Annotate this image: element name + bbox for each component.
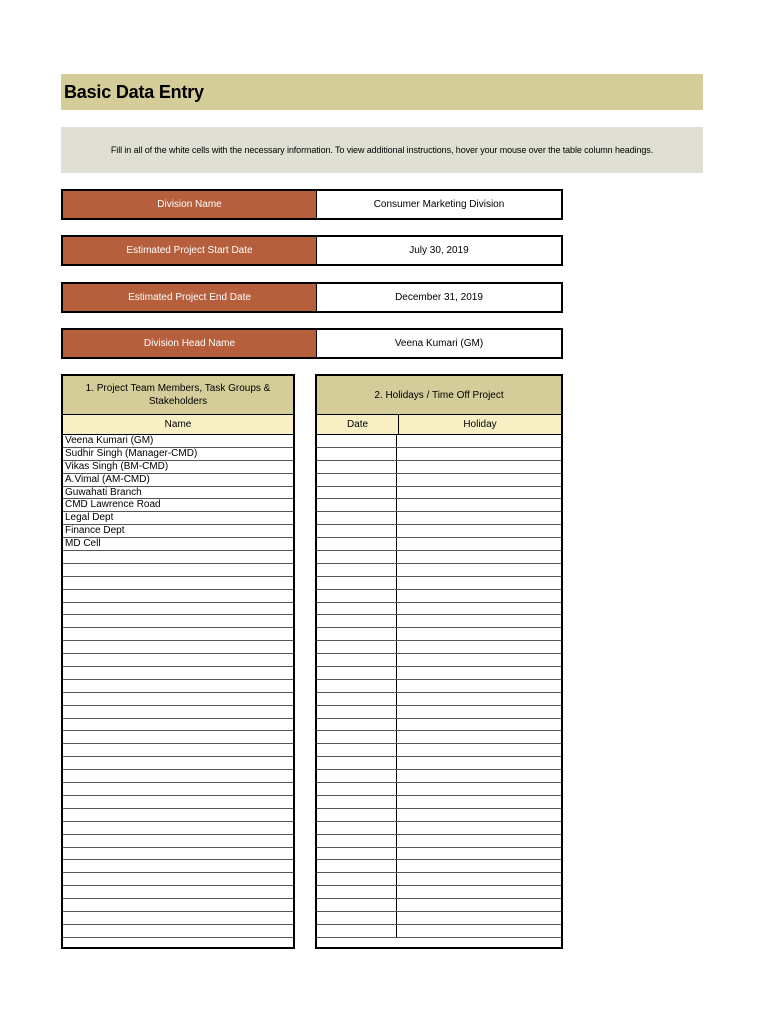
- holiday-cell[interactable]: [397, 538, 561, 550]
- table-row[interactable]: [63, 796, 293, 809]
- table-row: [317, 796, 561, 809]
- holiday-column-header[interactable]: Holiday: [463, 419, 497, 430]
- holiday-cell[interactable]: [397, 822, 561, 834]
- instructions-bar: [61, 127, 703, 173]
- table-row: [317, 809, 561, 822]
- table-row: [317, 757, 561, 770]
- date-cell[interactable]: [317, 873, 397, 885]
- table-row[interactable]: [63, 783, 293, 796]
- table-row: [317, 577, 561, 590]
- date-cell[interactable]: [317, 512, 397, 524]
- table-row[interactable]: [63, 835, 293, 848]
- table-row[interactable]: [63, 615, 293, 628]
- team-table-subheader: [63, 415, 293, 435]
- table-row: [317, 860, 561, 873]
- holiday-cell[interactable]: [397, 615, 561, 627]
- date-cell[interactable]: [317, 719, 397, 731]
- table-row: [317, 886, 561, 899]
- table-row: [317, 628, 561, 641]
- table-row[interactable]: [63, 744, 293, 757]
- table-row[interactable]: [63, 731, 293, 744]
- team-table-heading[interactable]: 1. Project Team Members, Task Groups & Stakeholders: [63, 376, 293, 415]
- holiday-rows: [317, 435, 561, 938]
- table-row: [317, 551, 561, 564]
- date-cell[interactable]: [317, 525, 397, 537]
- end-date-field[interactable]: December 31, 2019: [317, 284, 561, 311]
- table-row[interactable]: Legal Dept: [63, 512, 293, 525]
- holiday-cell[interactable]: [397, 628, 561, 640]
- table-row: [317, 706, 561, 719]
- division-head-label: Division Head Name: [63, 330, 317, 357]
- date-cell[interactable]: [317, 474, 397, 486]
- date-cell[interactable]: [317, 564, 397, 576]
- table-row: [317, 590, 561, 603]
- holiday-cell[interactable]: [397, 835, 561, 847]
- holiday-cell[interactable]: [397, 667, 561, 679]
- date-cell[interactable]: [317, 628, 397, 640]
- table-row: [317, 603, 561, 616]
- table-row[interactable]: [63, 628, 293, 641]
- date-cell[interactable]: [317, 641, 397, 653]
- table-row: [317, 641, 561, 654]
- instructions-text: Fill in all of the white cells with the necessary information. To view additional instructions, hover your mouse over the table column headings.: [110, 145, 654, 155]
- date-cell[interactable]: [317, 461, 397, 473]
- date-cell[interactable]: [317, 551, 397, 563]
- holiday-cell[interactable]: [397, 680, 561, 692]
- table-row[interactable]: Guwahati Branch: [63, 487, 293, 500]
- table-row[interactable]: [63, 641, 293, 654]
- holiday-cell[interactable]: [397, 512, 561, 524]
- table-row: [317, 615, 561, 628]
- date-cell[interactable]: [317, 822, 397, 834]
- table-row: [317, 873, 561, 886]
- table-row: [317, 525, 561, 538]
- table-row: [317, 912, 561, 925]
- table-row[interactable]: [63, 706, 293, 719]
- holiday-cell[interactable]: [397, 564, 561, 576]
- table-row: [317, 744, 561, 757]
- table-row: [317, 719, 561, 732]
- table-row: [317, 461, 561, 474]
- table-row[interactable]: [63, 822, 293, 835]
- holiday-cell[interactable]: [397, 796, 561, 808]
- holiday-cell[interactable]: [397, 744, 561, 756]
- table-row[interactable]: [63, 719, 293, 732]
- table-row[interactable]: [63, 564, 293, 577]
- table-row: [317, 783, 561, 796]
- table-row[interactable]: Sudhir Singh (Manager-CMD): [63, 448, 293, 461]
- date-cell[interactable]: [317, 499, 397, 511]
- date-cell[interactable]: [317, 886, 397, 898]
- team-table: [61, 374, 295, 949]
- holiday-cell[interactable]: [397, 435, 561, 447]
- table-row[interactable]: Veena Kumari (GM): [63, 435, 293, 448]
- date-cell[interactable]: [317, 615, 397, 627]
- holiday-cell[interactable]: [397, 925, 561, 937]
- table-row: [317, 499, 561, 512]
- date-cell[interactable]: [317, 706, 397, 718]
- table-row: [317, 693, 561, 706]
- date-column-header[interactable]: Date: [317, 415, 399, 434]
- table-row[interactable]: [63, 848, 293, 861]
- table-row[interactable]: Finance Dept: [63, 525, 293, 538]
- table-row: [317, 487, 561, 500]
- table-row[interactable]: [63, 757, 293, 770]
- date-cell[interactable]: [317, 731, 397, 743]
- date-cell[interactable]: [317, 448, 397, 460]
- holiday-cell[interactable]: [397, 719, 561, 731]
- date-cell[interactable]: [317, 899, 397, 911]
- table-row[interactable]: [63, 551, 293, 564]
- table-row: [317, 474, 561, 487]
- holiday-cell[interactable]: [397, 448, 561, 460]
- holiday-cell[interactable]: [397, 770, 561, 782]
- date-cell[interactable]: [317, 693, 397, 705]
- table-row: [317, 899, 561, 912]
- table-row[interactable]: [63, 886, 293, 899]
- division-head-field[interactable]: Veena Kumari (GM): [317, 330, 561, 357]
- date-cell[interactable]: [317, 757, 397, 769]
- title-bar: [61, 74, 703, 110]
- table-row: [317, 925, 561, 938]
- table-row[interactable]: [63, 912, 293, 925]
- division-name-row: [61, 189, 563, 220]
- holiday-cell[interactable]: [397, 551, 561, 563]
- table-row: [317, 512, 561, 525]
- table-row[interactable]: [63, 899, 293, 912]
- table-row[interactable]: [63, 860, 293, 873]
- date-cell[interactable]: [317, 590, 397, 602]
- date-cell[interactable]: [317, 835, 397, 847]
- date-cell[interactable]: [317, 744, 397, 756]
- date-cell[interactable]: [317, 435, 397, 447]
- date-cell[interactable]: [317, 796, 397, 808]
- division-name-label: Division Name: [63, 191, 317, 218]
- date-cell[interactable]: [317, 680, 397, 692]
- table-row[interactable]: [63, 925, 293, 938]
- holiday-cell[interactable]: [397, 912, 561, 924]
- holiday-cell[interactable]: [397, 783, 561, 795]
- holiday-cell[interactable]: [397, 757, 561, 769]
- table-row: [317, 770, 561, 783]
- table-row: [317, 835, 561, 848]
- holiday-cell[interactable]: [397, 603, 561, 615]
- holiday-cell[interactable]: [397, 860, 561, 872]
- date-cell[interactable]: [317, 487, 397, 499]
- holiday-cell[interactable]: [397, 873, 561, 885]
- end-date-label: Estimated Project End Date: [63, 284, 317, 311]
- holiday-cell[interactable]: [397, 706, 561, 718]
- holiday-cell[interactable]: [397, 487, 561, 499]
- team-rows: [63, 435, 293, 938]
- holiday-cell[interactable]: [397, 641, 561, 653]
- holiday-cell[interactable]: [397, 809, 561, 821]
- name-column-header[interactable]: Name: [164, 419, 192, 430]
- date-cell[interactable]: [317, 783, 397, 795]
- table-row[interactable]: A.Vimal (AM-CMD): [63, 474, 293, 487]
- page-title: Basic Data Entry: [64, 81, 204, 102]
- table-row[interactable]: [63, 809, 293, 822]
- date-cell[interactable]: [317, 848, 397, 860]
- table-row: [317, 448, 561, 461]
- holiday-cell[interactable]: [397, 590, 561, 602]
- table-row[interactable]: [63, 873, 293, 886]
- holiday-cell[interactable]: [397, 693, 561, 705]
- date-cell[interactable]: [317, 860, 397, 872]
- table-row: [317, 731, 561, 744]
- table-row: [317, 848, 561, 861]
- table-row: [317, 667, 561, 680]
- date-cell[interactable]: [317, 770, 397, 782]
- table-row: [317, 822, 561, 835]
- date-cell[interactable]: [317, 667, 397, 679]
- holiday-cell[interactable]: [397, 499, 561, 511]
- holiday-cell[interactable]: [397, 577, 561, 589]
- table-row[interactable]: [63, 680, 293, 693]
- holiday-table: [315, 374, 563, 949]
- start-date-row: [61, 235, 563, 266]
- end-date-row: [61, 282, 563, 313]
- holiday-cell[interactable]: [397, 731, 561, 743]
- table-row: [317, 435, 561, 448]
- start-date-label: Estimated Project Start Date: [63, 237, 317, 264]
- holiday-table-subheader: [317, 415, 561, 435]
- start-date-field[interactable]: July 30, 2019: [317, 237, 561, 264]
- table-row[interactable]: [63, 577, 293, 590]
- holiday-cell[interactable]: [397, 654, 561, 666]
- date-cell[interactable]: [317, 538, 397, 550]
- holiday-cell[interactable]: [397, 886, 561, 898]
- date-cell[interactable]: [317, 603, 397, 615]
- table-row[interactable]: [63, 603, 293, 616]
- table-row: [317, 538, 561, 551]
- division-name-field[interactable]: Consumer Marketing Division: [317, 191, 561, 218]
- table-row[interactable]: CMD Lawrence Road: [63, 499, 293, 512]
- date-cell[interactable]: [317, 809, 397, 821]
- division-head-row: [61, 328, 563, 359]
- table-row: [317, 654, 561, 667]
- table-row[interactable]: [63, 693, 293, 706]
- holiday-cell[interactable]: [397, 525, 561, 537]
- holiday-cell[interactable]: [397, 848, 561, 860]
- table-row: [317, 680, 561, 693]
- date-cell[interactable]: [317, 925, 397, 937]
- holiday-cell[interactable]: [397, 899, 561, 911]
- holiday-cell[interactable]: [397, 474, 561, 486]
- date-cell[interactable]: [317, 912, 397, 924]
- date-cell[interactable]: [317, 654, 397, 666]
- table-row[interactable]: [63, 590, 293, 603]
- table-row[interactable]: MD Cell: [63, 538, 293, 551]
- holiday-table-heading[interactable]: 2. Holidays / Time Off Project: [317, 376, 561, 415]
- table-row[interactable]: Vikas Singh (BM-CMD): [63, 461, 293, 474]
- holiday-cell[interactable]: [397, 461, 561, 473]
- date-cell[interactable]: [317, 577, 397, 589]
- table-row[interactable]: [63, 654, 293, 667]
- table-row: [317, 564, 561, 577]
- table-row[interactable]: [63, 667, 293, 680]
- table-row[interactable]: [63, 770, 293, 783]
